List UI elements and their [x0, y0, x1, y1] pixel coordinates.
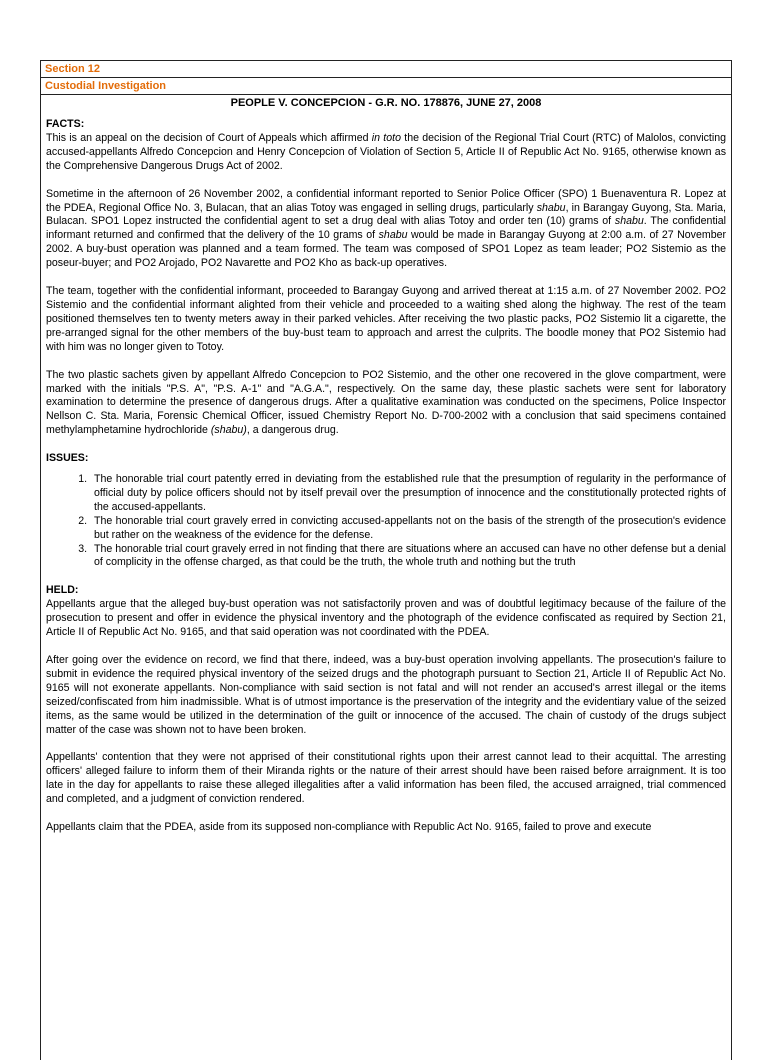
held-paragraph-4: Appellants claim that the PDEA, aside from its supposed non-compliance with Republic Act No. 9165, failed to prove and execute	[46, 821, 652, 834]
held-heading: HELD:	[46, 584, 79, 597]
facts-heading: FACTS:	[46, 118, 85, 130]
document-page	[40, 60, 732, 1060]
case-title: PEOPLE V. CONCEPCION - G.R. NO. 178876, JUNE 27, 2008	[230, 97, 542, 109]
issues-list	[46, 473, 726, 570]
list-item: 3. The honorable trial court gravely erred in not finding that there are situations where an accused can have no other defense but a denial of complicity in the offense charged, as that could be the truth, the whole truth and nothing but the truth	[90, 543, 726, 571]
facts-paragraph-2: Sometime in the afternoon of 26 November 2002, a confidential informant reported to Senior Police Officer (SPO) 1 Buenaventura R. Lopez at the PDEA, Regional Office No. 3, Bulacan, that an alias Totoy was engaged in selling drugs, particularly shabu, in Barangay Guyong, Sta. Maria, Bulacan. SPO1 Lopez instructed the confidential agent to set a drug deal with alias Totoy and order ten (10) grams of shabu. The confidential informant returned and confirmed that the delivery of the 10 grams of shabu would be made in Barangay Guyong at 2:00 a.m. of 27 November 2002. A buy-bust operation was planned and a team formed. The team was composed of SPO1 Lopez as team leader; PO2 Sistemio as the poseur-buyer; and PO2 Arojado, PO2 Navarette and PO2 Kho as back-up operatives.	[46, 187, 726, 270]
section-label: Section 12	[41, 61, 731, 78]
held-paragraph-3: Appellants' contention that they were not apprised of their constitutional rights upon their arrest cannot lead to their acquittal. The arresting officers' alleged failure to inform them of their Miranda rights or the nature of their arrest should have been raised before arraignment. It is too late in the day for appellants to raise these alleged illegalities after a valid information has been filed, the accused arraigned, trial commenced and completed, and a judgment of conviction rendered.	[46, 751, 726, 806]
facts-paragraph-3: The team, together with the confidential informant, proceeded to Barangay Guyong and arrived thereat at 1:15 a.m. of 27 November 2002. PO2 Sistemio and the confidential informant alighted from their vehicle and proceeded to a waiting shed along the highway. The rest of the team positioned themselves ten to twenty meters away in their parked vehicles. After receiving the two plastic packs, PO2 Sistemio lit a cigarette, the pre-arranged signal for the other members of the buy-bust team to approach and arrest the culprits. The boodle money that PO2 Sistemio had with him was no longer given to Totoy.	[46, 285, 726, 353]
subsection-label: Custodial Investigation	[41, 78, 731, 95]
held-paragraph-1: Appellants argue that the alleged buy-bust operation was not satisfactorily proven and was of doubtful legitimacy because of the failure of the prosecution to present and offer in evidence the physical inventory and the photograph of the evidence confiscated as required by Section 21, Article II of Republic Act No. 9165, and that said operation was not coordinated with the PDEA.	[46, 598, 726, 639]
issues-heading: ISSUES:	[46, 452, 89, 465]
list-item: 1. The honorable trial court patently erred in deviating from the established rule that the presumption of regularity in the performance of official duty by police officers should not by itself prevail over the presumption of innocence and the constitutionally protected rights of the accused-appellants.	[90, 473, 726, 515]
document-body	[41, 111, 731, 835]
facts-paragraph-4: The two plastic sachets given by appellant Alfredo Concepcion to PO2 Sistemio, and the other one recovered in the glove compartment, were marked with the initials "P.S. A", "P.S. A-1" and "A.G.A.", respectively. On the same day, these plastic sachets were sent for laboratory examination to determine the presence of dangerous drugs. After a qualitative examination was conducted on the specimens, Police Inspector Nellson C. Sta. Maria, Forensic Chemical Officer, issued Chemistry Report No. D-700-2002 with a conclusion that said specimens contained methylamphetamine hydrochloride (shabu), a dangerous drug.	[46, 368, 726, 437]
list-item: 2. The honorable trial court gravely erred in convicting accused-appellants not on the basis of the strength of the prosecution's evidence but rather on the weakness of the evidence for the defense.	[90, 515, 726, 543]
facts-paragraph-1: This is an appeal on the decision of Court of Appeals which affirmed in toto the decision of the Regional Trial Court (RTC) of Malolos, convicting accused-appellants Alfredo Concepcion and Henry Concepcion of Violation of Section 5, Article II of Republic Act No. 9165, otherwise known as the Comprehensive Dangerous Drugs Act of 2002.	[46, 131, 727, 172]
held-paragraph-2: After going over the evidence on record, we find that there, indeed, was a buy-bust operation involving appellants. The prosecution's failure to submit in evidence the required physical inventory of the seized drugs and the photograph pursuant to Section 21, Article II of Republic Act No. 9165 will not exonerate appellants. Non-compliance with said section is not fatal and will not render an accused's arrest illegal or the items seized/confiscated from him inadmissible. What is of utmost importance is the preservation of the integrity and the evidentiary value of the seized items, as the same would be utilized in the determination of the guilt or innocence of the accused. The chain of custody of the drugs subject matter of the case was shown not to have been broken.	[46, 654, 726, 736]
